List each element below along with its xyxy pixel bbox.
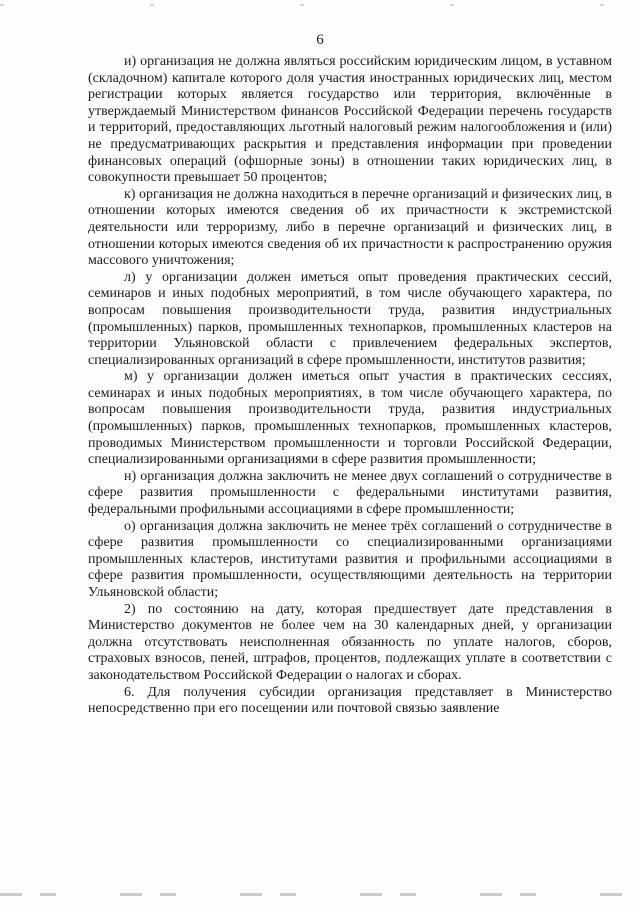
paragraph-m: м) у организации должен иметься опыт участия в практических сессиях, семинарах и иных подобных мероприятиях, в том числе обучающего характера, по вопросам повышения производительности труда, развития индустриальных (промышленных) парков, промышленных технопарков, промышленных кластеров, проводимых Министерством промышленности и торговли Российской Федерации, специализированными организациями в сфере развития промышленности;: [88, 369, 612, 468]
document-body: [88, 54, 612, 718]
paragraph-n: н) организация должна заключить не менее двух соглашений о сотрудничестве в сфере развития промышленности с федеральными институтами развития, федеральными профильными ассоциациями в сфере промышленности;: [88, 468, 612, 518]
paragraph-l: л) у организации должен иметься опыт проведения практических сессий, семинаров и иных подобных мероприятий, в том числе обучающего характера, по вопросам повышения производительности труда, развития индустриальных (промышленных) парков, промышленных технопарков, промышленных кластеров на территории Ульяновской области с привлечением федеральных экспертов, специализированных организаций в сфере промышленности, институтов развития;: [88, 269, 612, 368]
paragraph-o: о) организация должна заключить не менее трёх соглашений о сотрудничестве в сфере развития промышленности со специализированными организациями промышленных кластеров, институтами развития и профильными ассоциациями в сфере развития промышленности, осуществляющими деятельность на территории Ульяновской области;: [88, 518, 612, 600]
scan-edge-bottom: [0, 893, 640, 896]
paragraph-6: 6. Для получения субсидии организация представляет в Министерство непосредственно при его посещении или почтовой связью заявление: [88, 684, 612, 717]
paragraph-2: 2) по состоянию на дату, которая предшествует дате представления в Министерство документов не более чем на 30 календарных дней, у организации должна отсутствовать неисполненная обязанность по уплате налогов, сборов, страховых взносов, пеней, штрафов, процентов, подлежащих уплате в соответствии с законодательством Российской Федерации о налогах и сборах.: [88, 601, 612, 683]
scan-edge-top: [0, 4, 640, 6]
paragraph-i: и) организация не должна являться российским юридическим лицом, в уставном (складочном) капитале которого доля участия иностранных юридических лиц, местом регистрации которых является государство или территория, включённые в утверждаемый Министерством финансов Российской Федерации перечень государств и территорий, предоставляющих льготный налоговый режим налогообложения и (или) не предусматривающих раскрытия и представления информации при проведении финансовых операций (офшорные зоны) в отношении таких юридических лиц, в совокупности превышает 50 процентов;: [88, 54, 612, 186]
page-number: 6: [316, 32, 324, 48]
paragraph-k: к) организация не должна находиться в перечне организаций и физических лиц, в отношении которых имеются сведения об их причастности к экстремистской деятельности или терроризму, либо в перечне организаций и физических лиц, в отношении которых имеются сведения об их причастности к распространению оружия массового уничтожения;: [88, 186, 612, 269]
